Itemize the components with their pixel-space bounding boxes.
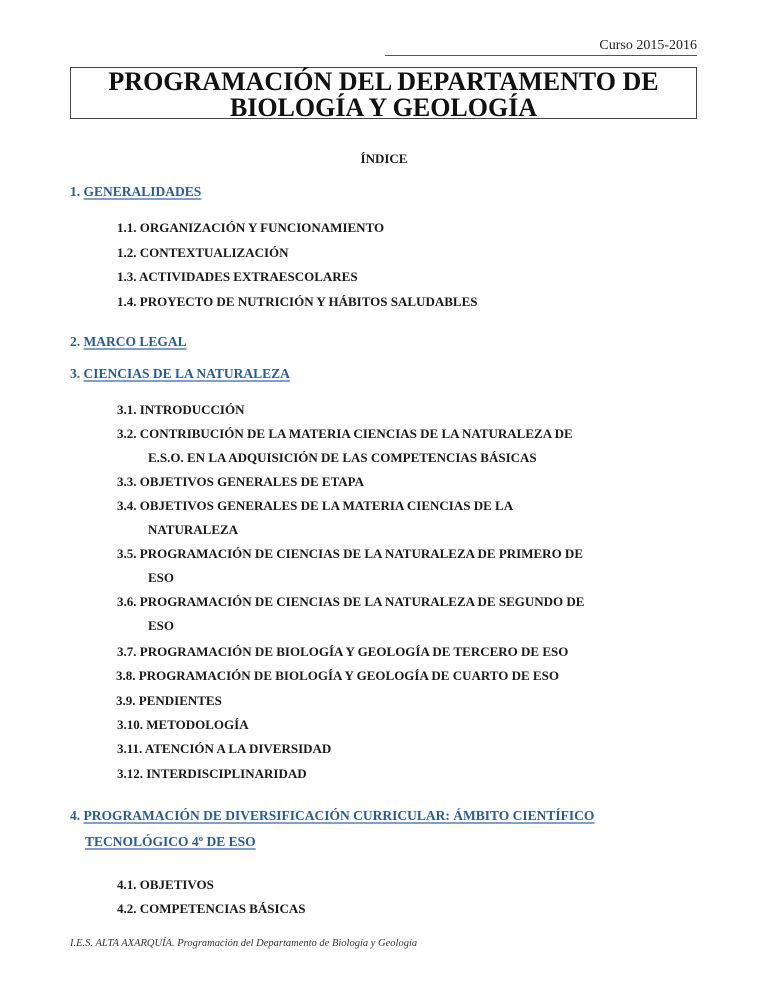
toc-item-3-12[interactable]: 3.12. INTERDISCIPLINARIDAD (117, 766, 307, 781)
toc-item-3-5[interactable]: 3.5. PROGRAMACIÓN DE CIENCIAS DE LA NATURALEZA DE PRIMERO DE (117, 546, 583, 561)
document-title-line-2: BIOLOGÍA Y GEOLOGÍA (229, 93, 538, 122)
toc-item-4-2[interactable]: 4.2. COMPETENCIAS BÁSICAS (117, 901, 306, 916)
toc-item-3-10[interactable]: 3.10. METODOLOGÍA (117, 717, 249, 732)
toc-item-3-5-cont[interactable]: ESO (148, 570, 175, 585)
toc-section-link-marco-legal[interactable]: MARCO LEGAL (83, 334, 187, 349)
toc-section-number: 1. (70, 184, 84, 199)
toc-section-link-generalidades[interactable]: GENERALIDADES (83, 184, 202, 199)
toc-item-3-4[interactable]: 3.4. OBJETIVOS GENERALES DE LA MATERIA CIENCIAS DE LA (117, 498, 514, 513)
toc-section-2[interactable] (70, 334, 187, 350)
toc-item-4-1[interactable]: 4.1. OBJETIVOS (117, 877, 214, 892)
toc-section-number: 4. (70, 808, 84, 823)
toc-item-1-1[interactable]: 1.1. ORGANIZACIÓN Y FUNCIONAMIENTO (117, 220, 385, 235)
toc-item-3-6-cont[interactable]: ESO (148, 618, 175, 633)
toc-section-number: 3. (70, 366, 84, 381)
toc-section-link-diversificacion-cont[interactable]: TECNOLÓGICO 4º DE ESO (85, 834, 256, 849)
toc-section-3[interactable] (70, 366, 290, 382)
toc-section-1[interactable] (70, 184, 201, 200)
toc-item-1-2[interactable]: 1.2. CONTEXTUALIZACIÓN (117, 245, 289, 260)
index-heading: ÍNDICE (360, 151, 408, 166)
document-title-line-1: PROGRAMACIÓN DEL DEPARTAMENTO DE (108, 67, 659, 96)
toc-section-link-ciencias-naturaleza[interactable]: CIENCIAS DE LA NATURALEZA (83, 366, 290, 381)
document-title-box (70, 67, 697, 122)
toc-item-3-3[interactable]: 3.3. OBJETIVOS GENERALES DE ETAPA (117, 474, 365, 489)
toc-item-3-6[interactable]: 3.6. PROGRAMACIÓN DE CIENCIAS DE LA NATURALEZA DE SEGUNDO DE (117, 594, 585, 609)
toc-item-1-4[interactable]: 1.4. PROYECTO DE NUTRICIÓN Y HÁBITOS SALUDABLES (117, 294, 478, 309)
toc-item-3-7[interactable]: 3.7. PROGRAMACIÓN DE BIOLOGÍA Y GEOLOGÍA DE TERCERO DE ESO (117, 644, 569, 659)
toc-item-3-9[interactable]: 3.9. PENDIENTES (116, 693, 222, 708)
toc-item-3-11[interactable]: 3.11. ATENCIÓN A LA DIVERSIDAD (117, 741, 332, 756)
page-header-course: Curso 2015-2016 (385, 37, 697, 56)
toc-item-3-4-cont[interactable]: NATURALEZA (148, 522, 239, 537)
toc-item-3-2[interactable]: 3.2. CONTRIBUCIÓN DE LA MATERIA CIENCIAS DE LA NATURALEZA DE (117, 426, 573, 441)
page-footer: I.E.S. ALTA AXARQUÍA. Programación del Departamento de Biología y Geología (70, 938, 418, 949)
toc-item-3-1[interactable]: 3.1. INTRODUCCIÓN (117, 402, 245, 417)
toc-section-4[interactable] (70, 808, 594, 824)
toc-item-3-8[interactable]: 3.8. PROGRAMACIÓN DE BIOLOGÍA Y GEOLOGÍA DE CUARTO DE ESO (116, 668, 559, 683)
toc-section-4-cont[interactable] (85, 834, 256, 850)
toc-item-3-2-cont[interactable]: E.S.O. EN LA ADQUISICIÓN DE LAS COMPETENCIAS BÁSICAS (148, 450, 537, 465)
toc-item-1-3[interactable]: 1.3. ACTIVIDADES EXTRAESCOLARES (117, 269, 358, 284)
toc-section-number: 2. (70, 334, 84, 349)
toc-section-link-diversificacion[interactable]: PROGRAMACIÓN DE DIVERSIFICACIÓN CURRICULAR: ÁMBITO CIENTÍFICO (83, 808, 595, 823)
